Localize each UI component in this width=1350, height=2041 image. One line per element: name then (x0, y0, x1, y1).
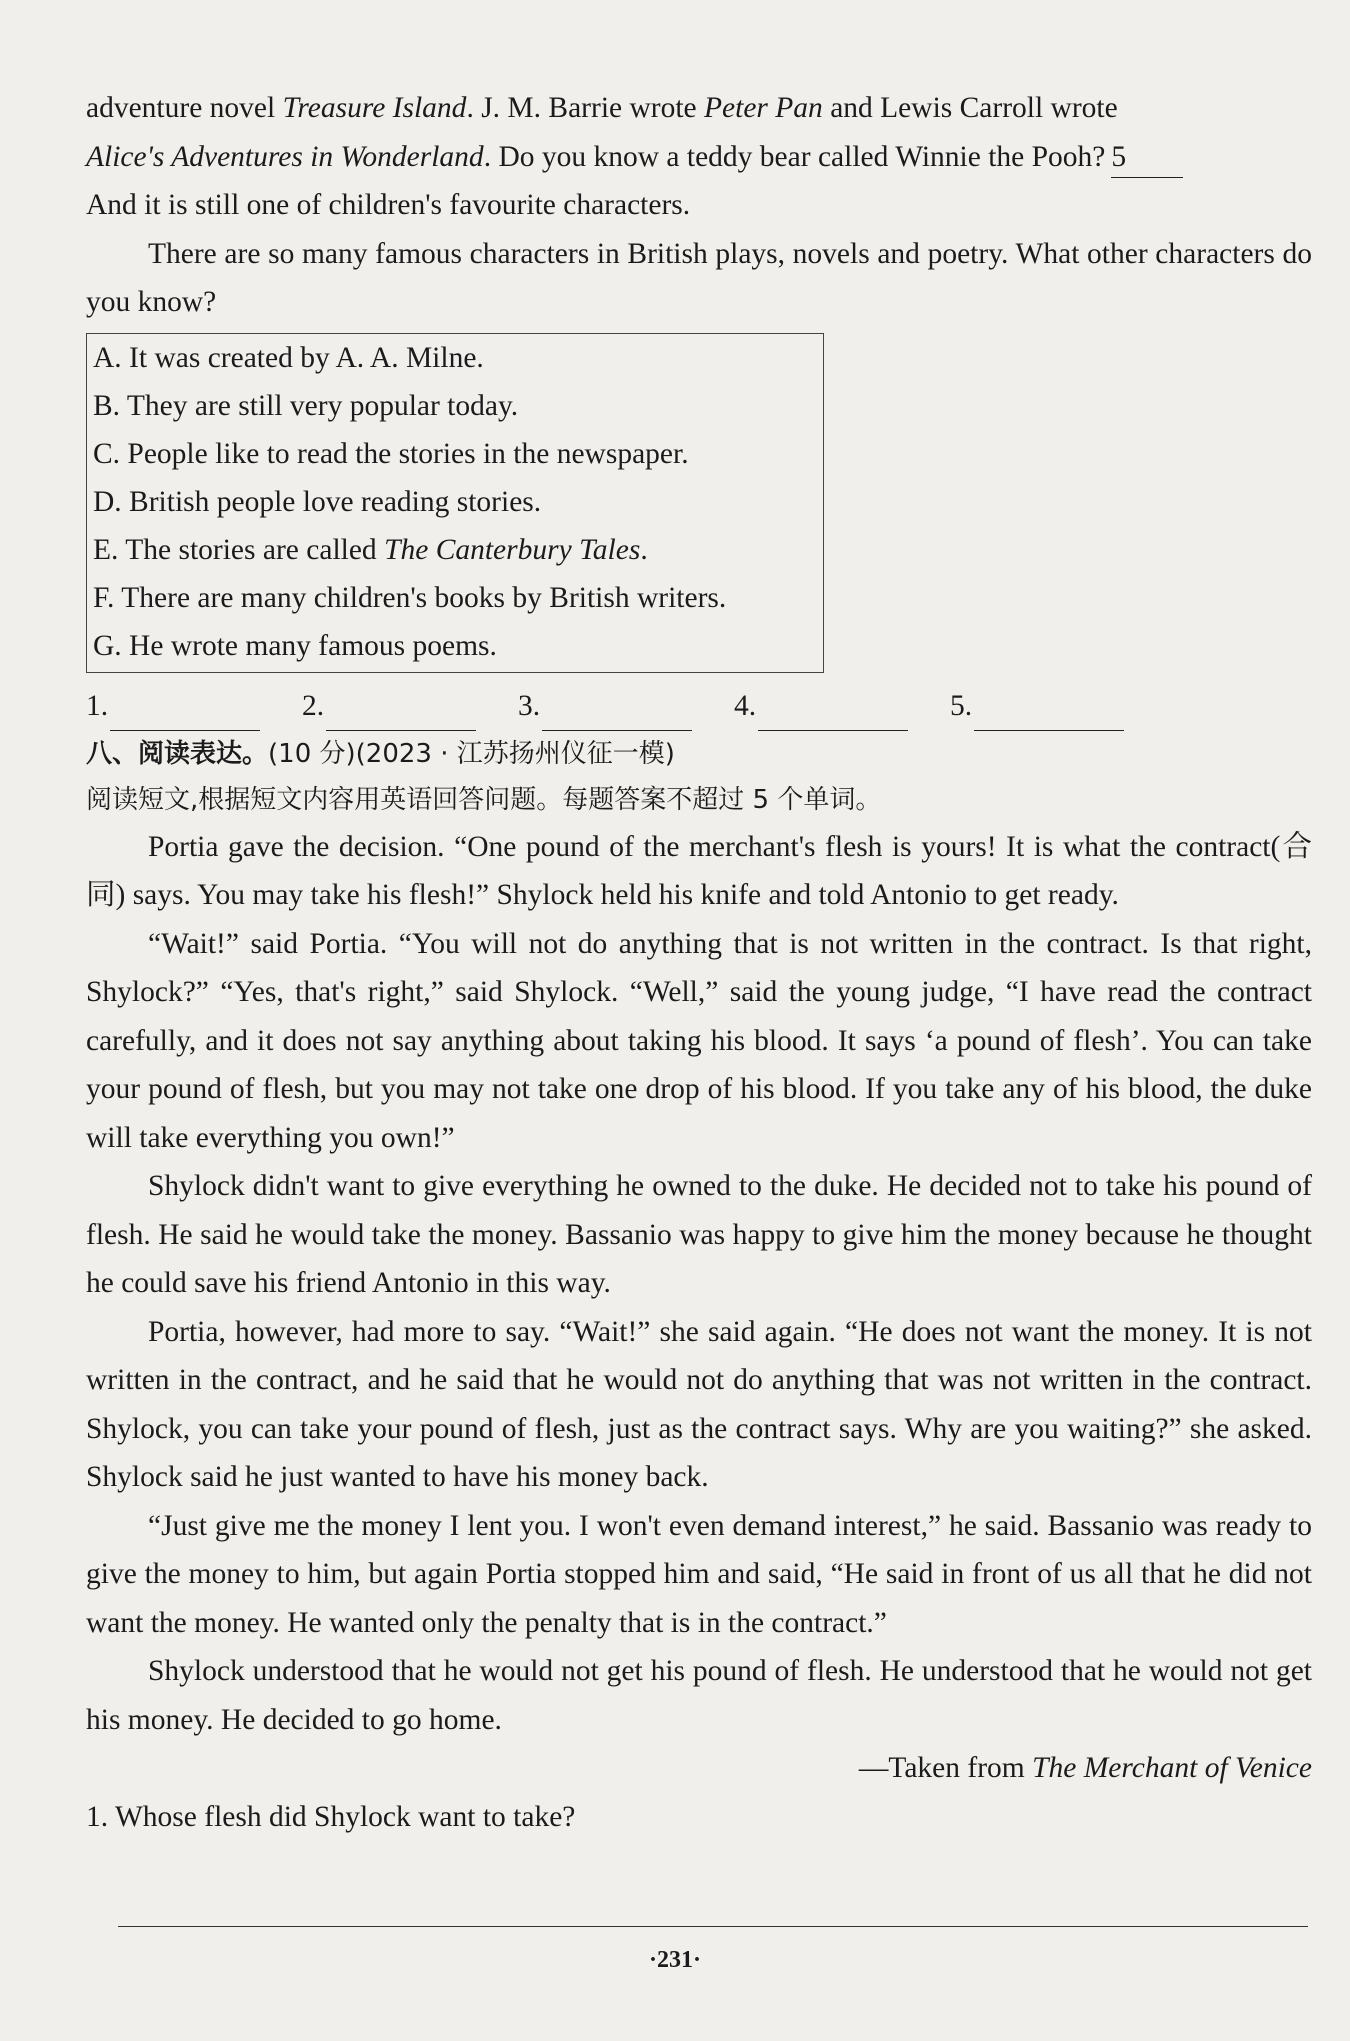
answer-blank-4[interactable]: 4. (734, 681, 950, 731)
blank-5-answer-slot[interactable]: 5 (1111, 137, 1183, 178)
option-b: B. They are still very popular today. (93, 389, 519, 422)
option-g: G. He wrote many famous poems. (93, 629, 497, 662)
option-a: A. It was created by A. A. Milne. (93, 341, 484, 374)
blank-line[interactable] (110, 696, 260, 731)
answer-blanks-row (86, 681, 1312, 731)
section-8-instruction: 阅读短文,根据短文内容用英语回答问题。每题答案不超过 5 个单词。 (86, 784, 882, 815)
source-attribution: —Taken from The Merchant of Venice (858, 1752, 1312, 1784)
answer-blank-3[interactable]: 3. (518, 681, 734, 731)
passage-line-3: And it is still one of children's favourite characters. (86, 189, 691, 221)
passage-paragraph-2: There are so many famous characters in British plays, novels and poetry. What other characters do you know? (86, 237, 1312, 318)
story-paragraph-3: Shylock didn't want to give everything he owned to the duke. He decided not to take his pound of flesh. He said he would take the money. Bassanio was happy to give him the money because he thought he could save his friend Antonio in this way. (86, 1170, 1312, 1299)
story-paragraph-6: Shylock understood that he would not get his pound of flesh. He understood that he would not get his money. He decided to go home. (86, 1655, 1312, 1736)
option-f: F. There are many children's books by British writers. (93, 581, 727, 614)
passage-line-2: Alice's Adventures in Wonderland. Do you know a teddy bear called Winnie the Pooh? 5 (86, 133, 1312, 182)
answer-blank-5[interactable]: 5. (950, 681, 1166, 731)
page-number: ·231· (648, 1947, 701, 1973)
title-treasure-island: Treasure Island (282, 92, 467, 124)
blank-line[interactable] (326, 696, 476, 731)
answer-blank-1[interactable]: 1. (86, 681, 302, 731)
options-box (86, 333, 824, 673)
option-c: C. People like to read the stories in the newspaper. (93, 437, 689, 470)
story-paragraph-5: “Just give me the money I lent you. I won't even demand interest,” he said. Bassanio was ready to give the money to him, but again Portia stopped him and said, “He said in front of us all that he did not want the money. He wanted only the penalty that is in the contract.” (86, 1509, 1312, 1639)
title-alice: Alice's Adventures in Wonderland (86, 140, 484, 173)
answer-blank-2[interactable]: 2. (302, 681, 518, 731)
option-d: D. British people love reading stories. (93, 485, 542, 518)
blank-line[interactable] (974, 696, 1124, 731)
passage-line-1: adventure novel Treasure Island. J. M. Barrie wrote Peter Pan and Lewis Carroll wrote (86, 92, 1118, 124)
story-paragraph-4: Portia, however, had more to say. “Wait!” she said again. “He does not want the money. It is not written in the contract, and he said that he would not do anything that was not written in the contract. Shylock, you can take your pound of flesh, just as the contract says. Why are you waiting?” she asked. Shylock said he just wanted to have his money back. (86, 1315, 1312, 1493)
section-8-heading: 八、阅读表达。(10 分)(2023 · 江苏扬州仪征一模) (86, 738, 675, 769)
story-paragraph-2: “Wait!” said Portia. “You will not do anything that is not written in the contract. Is that right, Shylock?” “Yes, that's right,” said Shylock. “Well,” said the young judge, “I have read the contract carefully, and it does not say anything about taking his blood. It says ‘a pound of flesh’. You can take your pound of flesh, but you may not take one drop of his blood. If you take any of his blood, the duke will take everything you own!” (86, 927, 1312, 1154)
blank-line[interactable] (542, 696, 692, 731)
story-paragraph-1: Portia gave the decision. “One pound of the merchant's flesh is yours! It is what the contract(合同) says. You may take his flesh!” Shylock held his knife and told Antonio to get ready. (86, 830, 1312, 911)
question-1: 1. Whose flesh did Shylock want to take? (86, 1800, 576, 1833)
page-content (86, 84, 1312, 1841)
option-e: E. The stories are called The Canterbury Tales. (93, 533, 648, 566)
title-peter-pan: Peter Pan (704, 92, 823, 124)
footer-rule (118, 1926, 1308, 1927)
blank-line[interactable] (758, 696, 908, 731)
